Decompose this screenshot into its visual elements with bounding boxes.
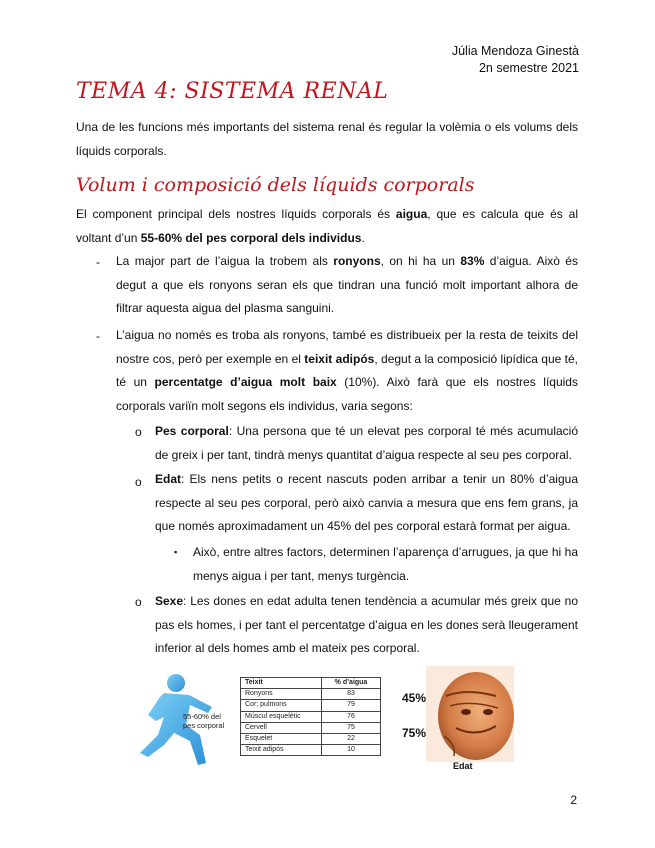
water-cell: 83: [322, 689, 381, 700]
tissue-cell: Ronyons: [241, 689, 322, 700]
tissue-cell: Cor; pulmons: [241, 700, 322, 711]
author-name: Júlia Mendoza Ginestà: [451, 44, 579, 58]
tissue-cell: Esquelet: [241, 733, 322, 744]
tissue-cell: Teixit adipós: [241, 745, 322, 756]
subsub-bullet-wrinkles: Això, entre altres factors, determinen l’aparença d’arrugues, ja que hi ha menys aigua i per tant, menys turgència.: [193, 545, 578, 583]
section-title: Volum i composició dels líquids corporals: [76, 174, 475, 196]
page-number: 2: [570, 793, 577, 807]
page-title: TEMA 4: SISTEMA RENAL: [76, 79, 389, 104]
runner-label: 55-60% del pes corporal: [183, 712, 225, 730]
subsub-bullet-marker: ▪: [174, 547, 178, 557]
water-percentage-table: [240, 677, 381, 756]
table-row: [241, 733, 381, 744]
percent-elderly: 45%: [402, 691, 427, 705]
tissue-cell: Cervell: [241, 722, 322, 733]
bullet-marker: -: [96, 329, 100, 343]
water-cell: 22: [322, 733, 381, 744]
aging-face-image: [426, 666, 514, 762]
intro-paragraph: Una de les funcions més importants del sistema renal és regular la volèmia o els volums dels líquids corporals.: [76, 120, 578, 158]
paragraph-water-component: El component principal dels nostres líquids corporals és aigua, que es calcula que és al voltant d’un 55-60% del pes corporal dels individus.: [76, 207, 579, 245]
table-row: [241, 722, 381, 733]
tissue-cell: Múscul esquelètic: [241, 711, 322, 722]
water-cell: 79: [322, 700, 381, 711]
table-header-row: [241, 678, 381, 689]
sub-bullet-age: Edat: Els nens petits o recent nascuts poden arribar a tenir un 80% d’aigua respecte al seu pes corporal, però això canvia a mesura que ens fem grans, ja que només aproximadament un 45% del pes corporal estarà format per aigua.: [155, 472, 578, 533]
semester-label: 2n semestre 2021: [478, 61, 579, 75]
column-header: Teixit: [241, 678, 322, 689]
sub-bullet-body-weight: Pes corporal: Una persona que té un elevat pes corporal té més acumulació de greix i per tant, tindrà menys quantitat d’aigua respecte al seu pes corporal.: [155, 424, 578, 462]
table-row: [241, 711, 381, 722]
water-cell: 76: [322, 711, 381, 722]
sub-bullet-marker: o: [135, 425, 142, 439]
water-cell: 10: [322, 745, 381, 756]
table-row: [241, 745, 381, 756]
water-cell: 75: [322, 722, 381, 733]
sub-bullet-marker: o: [135, 475, 142, 489]
column-header: % d’aigua: [322, 678, 381, 689]
edat-caption: Edat: [453, 761, 473, 771]
bullet-kidneys: La major part de l’aigua la trobem als ronyons, on hi ha un 83% d’aigua. Això és degut a que els ronyons seran els que tindran una funció molt important alhora de filtrar aquesta aigua del plasma sanguini.: [116, 254, 578, 315]
sub-bullet-marker: o: [135, 595, 142, 609]
bullet-marker: -: [96, 255, 100, 269]
table-row: [241, 700, 381, 711]
table-row: [241, 689, 381, 700]
bullet-tissues: L’aigua no només es troba als ronyons, també es distribueix per la resta de teixits del nostre cos, però per exemple en el teixit adipós, degut a la composició lipídica que té, té un percentatge d’aigua molt baix (10%). Això farà que els nostres líquids corporals variïn molt segons els individus, varia segons:: [116, 328, 578, 413]
percent-baby: 75%: [402, 726, 427, 740]
sub-bullet-sex: Sexe: Les dones en edat adulta tenen tendència a acumular més greix que no pas els homes, i per tant el percentatge d’aigua en les dones serà lleugerament inferior al dels homes amb el mateix pes corporal.: [155, 594, 578, 655]
